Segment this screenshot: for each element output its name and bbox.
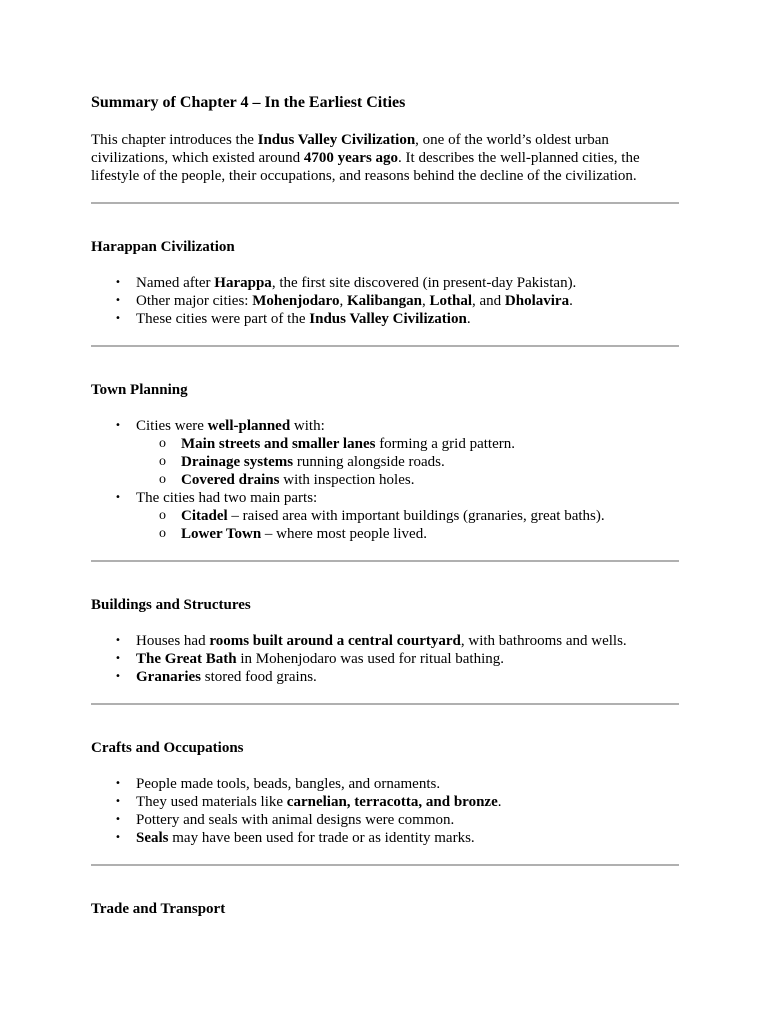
list-item [91,310,679,328]
intro-bold-2: 4700 years ago [303,150,399,166]
item-text: , [421,293,430,309]
item-bold: carnelian, terracotta, and bronze [286,794,498,810]
intro-paragraph [91,131,679,185]
item-text: Houses had [136,633,210,649]
section-divider [91,560,679,562]
item-text: in Mohenjodaro was used for ritual bathing. [236,651,505,667]
item-bold: Granaries [136,669,201,685]
item-text: Pottery and seals with animal designs were common. [136,812,455,828]
item-bold: Main streets and smaller lanes [181,436,376,452]
heading-buildings-and-structures: Buildings and Structures [91,597,251,613]
sub-list [136,435,679,489]
item-bold: Citadel [181,508,228,524]
sub-list [136,507,679,543]
section-divider [91,345,679,347]
heading-crafts-and-occupations: Crafts and Occupations [91,740,244,756]
sub-list-item [136,507,679,525]
item-text: may have been used for trade or as identity marks. [168,830,475,846]
item-bold: Harappa [214,275,272,291]
section-divider [91,202,679,204]
item-text: . [466,311,471,327]
item-bold: rooms built around a central courtyard [209,633,461,649]
document-content [91,93,679,919]
list-item [91,811,679,829]
item-bold: Covered drains [181,472,280,488]
buildings-list [91,632,679,686]
sub-list-item [136,435,679,453]
list-item [91,829,679,847]
item-text: stored food grains. [201,669,317,685]
sub-list-item [136,525,679,543]
heading-trade-and-transport: Trade and Transport [91,901,226,917]
list-item [91,274,679,292]
section-divider [91,703,679,705]
list-item [91,417,679,489]
list-item [91,489,679,543]
item-text: People made tools, beads, bangles, and ornaments. [136,776,441,792]
item-text: , with bathrooms and wells. [460,633,627,649]
item-text: forming a grid pattern. [375,436,515,452]
intro-bold-1: Indus Valley Civilization [257,132,416,148]
item-text: They used materials like [136,794,287,810]
item-bold: Seals [136,830,169,846]
item-text: – where most people lived. [261,526,427,542]
list-item [91,793,679,811]
intro-text-2: , one of the world’s oldest urban civilizations, which existed around [91,132,609,166]
item-text: – raised area with important buildings (granaries, great baths). [227,508,605,524]
list-item [91,650,679,668]
intro-text-3: . It describes the well-planned cities, the lifestyle of the people, their occupations, and reasons behind the decline of the civilization. [91,150,640,184]
item-bold: Lower Town [181,526,262,542]
item-text: The cities had two main parts: [136,490,318,506]
sub-list-item [136,471,679,489]
item-text: , and [472,293,505,309]
item-text: with: [290,418,325,434]
item-text: with inspection holes. [279,472,415,488]
item-bold: Lothal [429,293,472,309]
list-item [91,292,679,310]
item-bold: Indus Valley Civilization [309,311,467,327]
item-text: , [339,293,347,309]
item-text: , the first site discovered (in present-day Pakistan). [271,275,577,291]
list-item [91,632,679,650]
intro-text-1: This chapter introduces the [91,132,258,148]
item-text: Cities were [136,418,208,434]
heading-town-planning: Town Planning [91,382,188,398]
item-text: running alongside roads. [293,454,445,470]
town-planning-list [91,417,679,543]
harappan-list [91,274,679,328]
section-divider [91,864,679,866]
crafts-list [91,775,679,847]
item-bold: Dholavira [504,293,570,309]
heading-harappan-civilization: Harappan Civilization [91,239,235,255]
list-item [91,668,679,686]
document-title: Summary of Chapter 4 – In the Earliest Cities [91,94,406,111]
item-bold: Mohenjodaro [252,293,340,309]
item-text: . [497,794,502,810]
item-text: These cities were part of the [136,311,310,327]
item-text: Other major cities: [136,293,253,309]
item-text: . [569,293,573,309]
list-item [91,775,679,793]
item-bold: The Great Bath [136,651,237,667]
item-text: Named after [136,275,215,291]
item-bold: well-planned [207,418,291,434]
item-bold: Drainage systems [181,454,294,470]
item-bold: Kalibangan [346,293,422,309]
sub-list-item [136,453,679,471]
